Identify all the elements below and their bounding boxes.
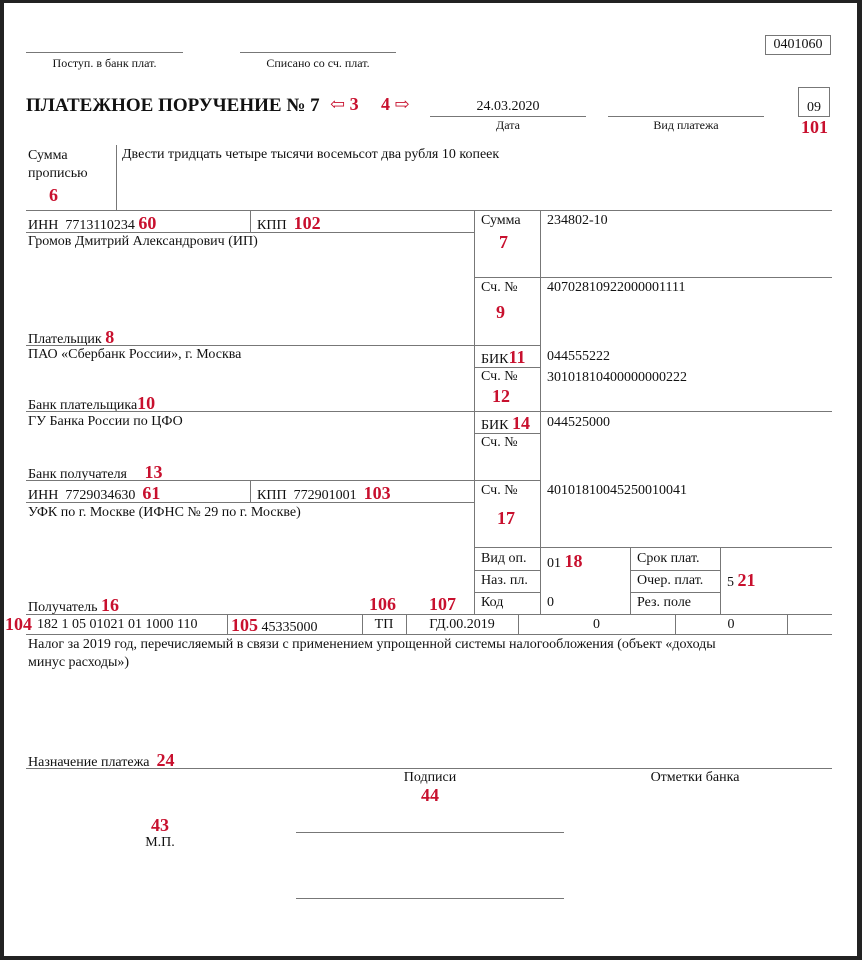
divider: [787, 614, 788, 634]
payee-bank-corr-label: Сч. №: [481, 435, 518, 450]
date-label: Дата: [496, 118, 520, 132]
divider: [474, 367, 540, 368]
marker-44: 44: [421, 785, 439, 805]
payee-account-label: Сч. №: [481, 483, 518, 498]
payee-label: Получатель 16: [28, 595, 120, 615]
divider: [26, 210, 832, 211]
payer-status-box: 09: [798, 87, 830, 117]
marker-12: 12: [492, 386, 510, 406]
payee-account-value: 40101810045250010041: [547, 483, 687, 498]
marker-101: 101: [801, 117, 828, 137]
op-type-value: 01 18: [547, 551, 583, 571]
received-line: [26, 52, 183, 53]
divider: [26, 634, 832, 635]
oktmo: 105 45335000: [231, 615, 318, 635]
op-type-label: Вид оп.: [481, 551, 527, 566]
marker-3: ⇦ 3: [330, 94, 359, 114]
payee-bank-bik-value: 044525000: [547, 415, 610, 430]
form-code: 0401060: [765, 35, 831, 55]
marker-7: 7: [499, 232, 508, 252]
divider: [630, 547, 631, 615]
payer-bank-label: Банк плательщика10: [28, 393, 156, 413]
marker-9: 9: [496, 302, 505, 322]
signatures-label: Подписи: [403, 770, 457, 785]
divider: [474, 433, 540, 434]
debited-line: [240, 52, 396, 53]
priority-label: Очер. плат.: [637, 573, 704, 588]
divider: [26, 232, 474, 233]
payer-bank-name: ПАО «Сбербанк России», г. Москва: [28, 347, 242, 362]
payment-type-line: [608, 116, 764, 117]
marker-106: 106: [369, 594, 396, 614]
payer-bank-bik-label: БИК11: [481, 347, 526, 367]
purpose-code-label: Наз. пл.: [481, 573, 528, 588]
doc-number-value: 0: [593, 617, 600, 632]
code-value: 0: [547, 595, 554, 610]
period-value: ГД.00.2019: [429, 617, 495, 632]
divider: [26, 480, 540, 481]
divider: [540, 210, 541, 615]
signature-line-2: [296, 898, 564, 899]
signature-line-1: [296, 832, 564, 833]
payer-name: Громов Дмитрий Александрович (ИП): [28, 234, 258, 249]
divider: [116, 145, 117, 210]
payer-account-label: Сч. №: [481, 280, 518, 295]
bank-marks-label: Отметки банка: [650, 770, 740, 785]
divider: [720, 547, 721, 615]
payer-inn: ИНН 7713110234 60: [28, 213, 157, 233]
kbk-value: 182 1 05 01021 01 1000 110: [37, 617, 198, 632]
marker-17: 17: [497, 508, 515, 528]
amount-words-value: Двести тридцать четыре тысячи восемьсот два рубля 10 копеек: [122, 147, 500, 162]
divider: [474, 277, 832, 278]
payee-name: УФК по г. Москве (ИФНС № 29 по г. Москве): [28, 505, 301, 520]
divider: [630, 592, 720, 593]
payer-bank-corr-value: 30101810400000000222: [547, 370, 687, 385]
divider: [26, 768, 832, 769]
divider: [250, 210, 251, 232]
deadline-label: Срок плат.: [637, 551, 700, 566]
marker-104: 104: [5, 614, 32, 634]
payer-bank-corr-label: Сч. №: [481, 369, 518, 384]
divider: [26, 614, 832, 615]
divider: [26, 502, 474, 503]
payer-bank-bik-value: 044555222: [547, 349, 610, 364]
code-label: Код: [481, 595, 504, 610]
divider: [474, 547, 832, 548]
received-label: Поступ. в банк плат.: [52, 56, 157, 70]
arrow-left-icon: ⇦: [330, 94, 346, 114]
purpose-label: Назначение платежа 24: [28, 750, 175, 770]
priority-value: 5 21: [727, 570, 756, 590]
debited-label: Списано со сч. плат.: [266, 56, 370, 70]
marker-4: 4 ⇨: [381, 94, 410, 114]
marker-43: 43: [151, 815, 169, 835]
payer-kpp: КПП 102: [257, 213, 321, 233]
page-title: ПЛАТЕЖНОЕ ПОРУЧЕНИЕ № 7: [26, 95, 320, 116]
payee-bank-bik-label: БИК 14: [481, 413, 530, 433]
marker-107: 107: [429, 594, 456, 614]
payee-inn: ИНН 7729034630 61: [28, 483, 161, 503]
marker-6: 6: [49, 185, 58, 205]
divider: [474, 570, 540, 571]
amount-value: 234802-10: [547, 213, 608, 228]
payee-bank-name: ГУ Банка России по ЦФО: [28, 414, 183, 429]
purpose-line2: минус расходы»): [28, 655, 130, 670]
arrow-right-icon: ⇨: [394, 94, 410, 114]
basis-value: ТП: [374, 617, 394, 632]
payer-account-value: 40702810922000001111: [547, 280, 686, 295]
date-value: 24.03.2020: [476, 99, 540, 114]
doc-date-value: 0: [727, 617, 735, 632]
amount-label: Сумма: [481, 213, 521, 228]
payee-kpp: КПП 772901001 103: [257, 483, 391, 503]
divider: [250, 480, 251, 502]
amount-words-label: Сумма прописью: [28, 148, 88, 181]
stamp-label: М.П.: [145, 835, 175, 850]
divider: [474, 345, 540, 346]
divider: [474, 210, 475, 615]
purpose-line1: Налог за 2019 год, перечисляемый в связи с применением упрощенной системы налогообложения (объект «доходы: [28, 637, 716, 652]
divider: [227, 614, 228, 634]
payment-type-label: Вид платежа: [653, 118, 719, 132]
divider: [630, 570, 720, 571]
divider: [474, 592, 540, 593]
divider: [26, 411, 832, 412]
date-line: [430, 116, 586, 117]
payee-bank-label: Банк получателя 13: [28, 462, 163, 482]
payer-label: Плательщик 8: [28, 327, 115, 347]
reserve-label: Рез. поле: [637, 595, 692, 610]
divider: [26, 345, 474, 346]
